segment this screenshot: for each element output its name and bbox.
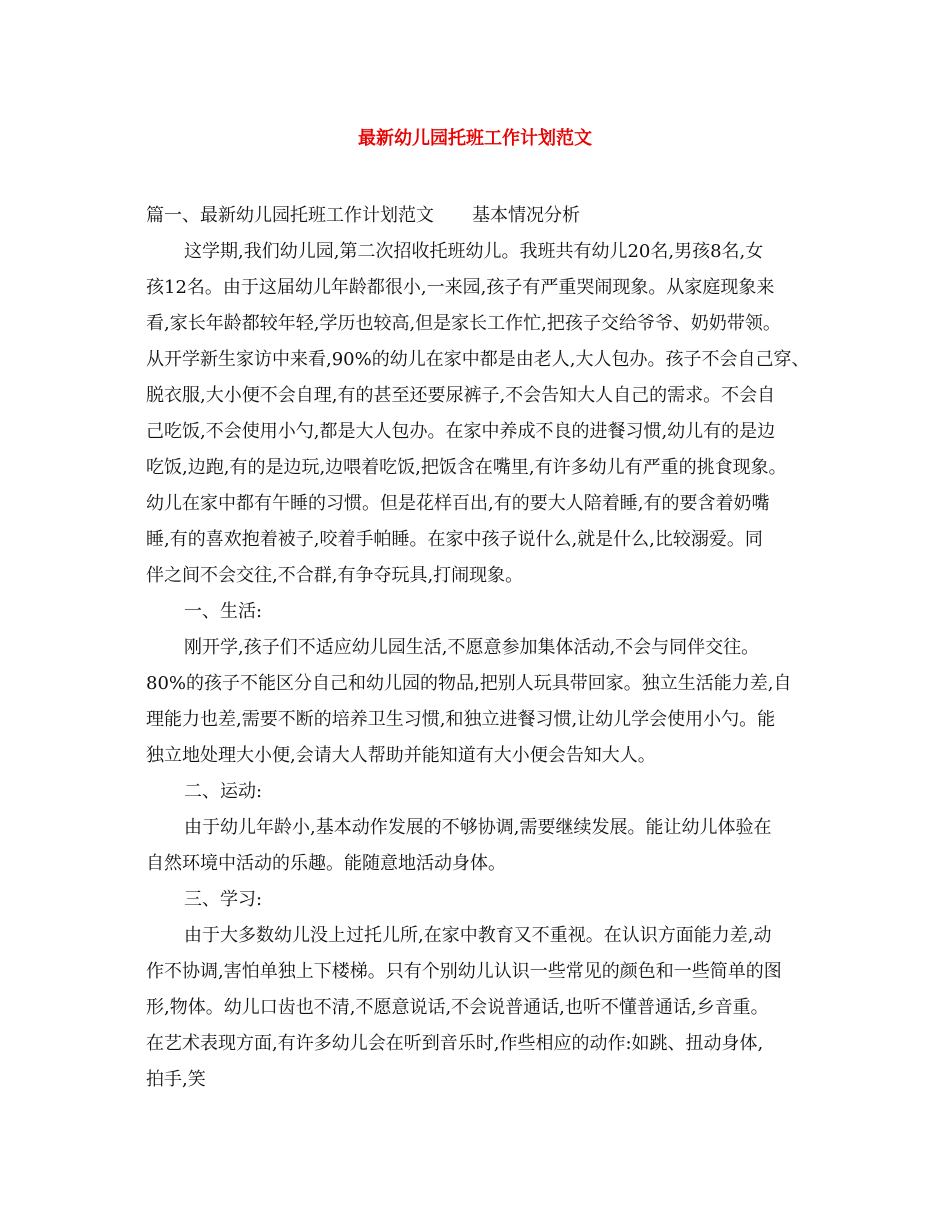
paragraph-line: 由于幼儿年龄小,基本动作发展的不够协调,需要继续发展。能让幼儿体验在: [184, 817, 772, 838]
subsection-heading-life: 一、生活:: [184, 601, 263, 622]
paragraph-line: 睡,有的喜欢抱着被子,咬着手帕睡。在家中孩子说什么,就是什么,比较溺爱。同: [146, 529, 763, 550]
paragraph-line: 80%的孩子不能区分自己和幼儿园的物品,把别人玩具带回家。独立生活能力差,自: [146, 673, 792, 694]
paragraph-line: 在艺术表现方面,有许多幼儿会在听到音乐时,作些相应的动作:如跳、扭动身体,: [146, 1033, 764, 1054]
subsection-heading-learning: 三、学习:: [184, 889, 263, 910]
paragraph-line: 孩12名。由于这届幼儿年龄都很小,一来园,孩子有严重哭闹现象。从家庭现象来: [146, 277, 775, 298]
paragraph-line: 自然环境中活动的乐趣。能随意地活动身体。: [146, 853, 506, 874]
paragraph-line: 由于大多数幼儿没上过托儿所,在家中教育又不重视。在认识方面能力差,动: [184, 925, 772, 946]
paragraph-line: 看,家长年龄都较年轻,学历也较高,但是家长工作忙,把孩子交给爷爷、奶奶带领。: [146, 313, 781, 334]
paragraph-line: 吃饭,边跑,有的是边玩,边喂着吃饭,把饭含在嘴里,有许多幼儿有严重的挑食现象。: [146, 457, 787, 478]
paragraph-line: 独立地处理大小便,会请大人帮助并能知道有大小便会告知大人。: [146, 745, 656, 766]
section-subheading: 基本情况分析: [472, 205, 580, 226]
subsection-heading-exercise: 二、运动:: [184, 781, 263, 802]
paragraph-line: 从开学新生家访中来看,90%的幼儿在家中都是由老人,大人包办。孩子不会自己穿、: [146, 349, 810, 370]
paragraph-line: 理能力也差,需要不断的培养卫生习惯,和独立进餐习惯,让幼儿学会使用小勺。能: [146, 709, 776, 730]
document-body: [146, 198, 826, 1098]
paragraph-line: 伴之间不会交往,不合群,有争夺玩具,打闹现象。: [146, 565, 524, 586]
paragraph-line: 作不协调,害怕单独上下楼梯。只有个别幼儿认识一些常见的颜色和一些简单的图: [146, 961, 782, 982]
paragraph-line: 刚开学,孩子们不适应幼儿园生活,不愿意参加集体活动,不会与同伴交往。: [184, 637, 760, 658]
paragraph-line: 拍手,笑: [146, 1069, 206, 1090]
paragraph-line: 这学期,我们幼儿园,第二次招收托班幼儿。我班共有幼儿20名,男孩8名,女: [184, 241, 764, 262]
paragraph-line: 脱衣服,大小便不会自理,有的甚至还要尿裤子,不会告知大人自己的需求。不会自: [146, 385, 776, 406]
section-heading: 篇一、最新幼儿园托班工作计划范文: [146, 205, 434, 226]
section-heading-line: [146, 198, 826, 234]
document-title: 最新幼儿园托班工作计划范文: [358, 128, 592, 149]
paragraph-line: 形,物体。幼儿口齿也不清,不愿意说话,不会说普通话,也听不懂普通话,乡音重。: [146, 997, 769, 1018]
paragraph-line: 己吃饭,不会使用小勺,都是大人包办。在家中养成不良的进餐习惯,幼儿有的是边: [146, 421, 776, 442]
paragraph-line: 幼儿在家中都有午睡的习惯。但是花样百出,有的要大人陪着睡,有的要含着奶嘴: [146, 493, 770, 514]
